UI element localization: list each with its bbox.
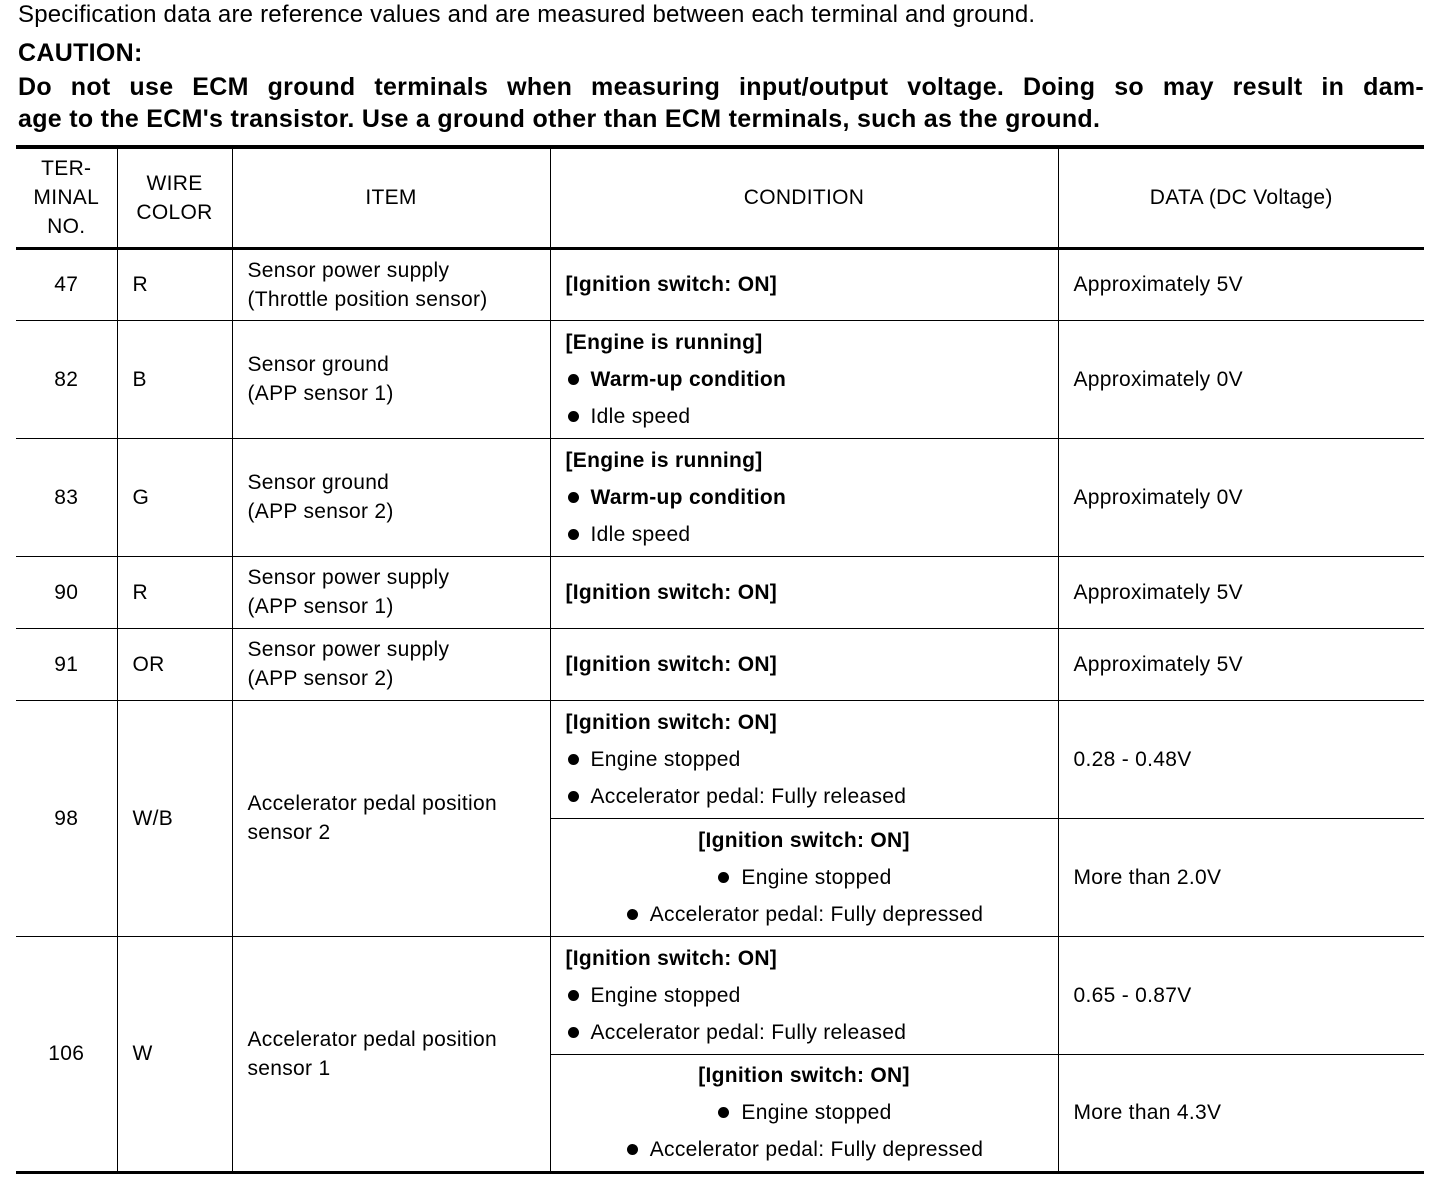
item-line: (APP sensor 1) — [247, 382, 394, 405]
bullet-text: Engine stopped — [741, 865, 892, 889]
header-wire-line: COLOR — [136, 200, 213, 224]
condition-cell — [550, 1054, 1058, 1172]
header-terminal-line: TER- — [41, 157, 92, 181]
data-cell: 0.28 - 0.48V — [1058, 700, 1424, 818]
condition-bullet — [566, 977, 1044, 1014]
condition-cell — [550, 320, 1058, 438]
item-line: sensor 1 — [247, 1056, 331, 1080]
data-cell: 0.65 - 0.87V — [1058, 936, 1424, 1054]
item-line: Accelerator pedal position — [247, 1027, 497, 1051]
condition-cell: [Ignition switch: ON] — [550, 628, 1058, 700]
condition-cell: [Ignition switch: ON] — [550, 556, 1058, 628]
condition-heading: [Ignition switch: ON] — [565, 710, 778, 734]
condition-heading: [Engine is running] — [565, 448, 763, 472]
table-row — [16, 438, 1424, 556]
terminal-no: 83 — [16, 438, 117, 556]
header-terminal-line: NO. — [47, 215, 86, 239]
bullet-icon — [568, 990, 579, 1001]
item-line: Accelerator pedal position — [247, 792, 497, 815]
condition-bullet — [566, 516, 1044, 553]
header-data: DATA (DC Voltage) — [1058, 147, 1424, 248]
item-line: (APP sensor 2) — [247, 667, 394, 690]
item-cell — [232, 628, 550, 700]
terminal-no: 90 — [16, 556, 117, 628]
data-cell: Approximately 5V — [1058, 556, 1424, 628]
bullet-text: Accelerator pedal: Fully depressed — [649, 902, 984, 926]
bullet-icon — [568, 754, 579, 765]
wire-color: G — [117, 438, 232, 556]
bullet-text: Engine stopped — [590, 747, 741, 771]
bullet-text: Warm-up condition — [590, 367, 787, 391]
item-line: Sensor power supply — [247, 566, 450, 589]
bullet-icon — [568, 791, 579, 802]
caution-title: CAUTION: — [18, 39, 143, 67]
table-row — [16, 320, 1424, 438]
bullet-text: Engine stopped — [741, 1101, 892, 1124]
header-terminal-line: MINAL — [33, 186, 100, 210]
terminal-no: 91 — [16, 628, 117, 700]
condition-cell — [550, 700, 1058, 818]
terminal-no: 106 — [16, 936, 117, 1172]
bullet-text: Idle speed — [590, 522, 691, 546]
condition-heading: [Ignition switch: ON] — [698, 1064, 910, 1087]
item-line: (APP sensor 2) — [247, 500, 394, 523]
caution-line-1: Do not use ECM ground terminals when measuring input/output voltage. Doing so may result in dam- — [18, 73, 1424, 101]
item-cell — [232, 936, 550, 1172]
bullet-text: Warm-up condition — [590, 485, 787, 509]
wire-color: W — [117, 936, 232, 1172]
table-row — [16, 628, 1424, 700]
bullet-text: Engine stopped — [590, 983, 741, 1007]
item-line: Sensor power supply — [247, 638, 450, 661]
data-cell: Approximately 0V — [1058, 438, 1424, 556]
condition-bullet — [566, 361, 1044, 398]
wire-color: R — [117, 248, 232, 320]
header-wire-color — [117, 147, 232, 248]
condition-bullet — [551, 1131, 1058, 1168]
bullet-icon — [568, 1027, 579, 1038]
condition-heading: [Ignition switch: ON] — [565, 946, 778, 970]
condition-bullet — [566, 741, 1044, 778]
bullet-icon — [568, 492, 579, 503]
bullet-icon — [627, 1144, 638, 1155]
table-row — [16, 248, 1424, 320]
item-cell — [232, 700, 550, 936]
item-line: (Throttle position sensor) — [247, 287, 488, 311]
wire-color: W/B — [117, 700, 232, 936]
table-row — [16, 936, 1424, 1054]
wire-color: R — [117, 556, 232, 628]
header-wire-line: WIRE — [146, 171, 203, 195]
bullet-text: Accelerator pedal: Fully released — [590, 1020, 907, 1044]
bullet-text: Accelerator pedal: Fully released — [590, 784, 907, 808]
item-line: sensor 2 — [247, 821, 331, 844]
intro-text: Specification data are reference values and are measured between each terminal and ground. — [18, 1, 1036, 28]
condition-cell — [550, 818, 1058, 936]
bullet-icon — [568, 374, 579, 385]
header-condition: CONDITION — [550, 147, 1058, 248]
caution-line-2: age to the ECM's transistor. Use a ground other than ECM terminals, such as the ground. — [18, 105, 1101, 133]
bullet-icon — [568, 411, 579, 422]
wire-color: B — [117, 320, 232, 438]
condition-bullet — [551, 1094, 1058, 1131]
data-cell: Approximately 5V — [1058, 248, 1424, 320]
item-cell — [232, 320, 550, 438]
condition-bullet — [566, 778, 1044, 815]
table-header-row — [16, 147, 1424, 248]
terminal-no: 82 — [16, 320, 117, 438]
condition-cell — [550, 936, 1058, 1054]
bullet-icon — [568, 529, 579, 540]
condition-cell — [550, 438, 1058, 556]
item-cell — [232, 556, 550, 628]
bullet-text: Idle speed — [590, 404, 691, 428]
item-line: (APP sensor 1) — [247, 595, 394, 618]
bullet-text: Accelerator pedal: Fully depressed — [649, 1138, 984, 1161]
item-line: Sensor ground — [247, 353, 390, 376]
bullet-icon — [627, 909, 638, 920]
condition-cell: [Ignition switch: ON] — [550, 248, 1058, 320]
terminal-no: 98 — [16, 700, 117, 936]
data-cell: More than 4.3V — [1058, 1054, 1424, 1172]
condition-bullet — [566, 398, 1044, 435]
condition-bullet — [566, 1014, 1044, 1051]
header-terminal-no — [16, 147, 117, 248]
item-line: Sensor power supply — [247, 258, 450, 282]
terminal-no: 47 — [16, 248, 117, 320]
condition-bullet — [551, 896, 1058, 933]
condition-heading: [Ignition switch: ON] — [698, 828, 910, 852]
terminal-spec-table — [16, 145, 1424, 1174]
condition-heading: [Engine is running] — [565, 330, 763, 354]
bullet-icon — [718, 872, 729, 883]
table-row — [16, 556, 1424, 628]
condition-bullet — [566, 479, 1044, 516]
data-cell: More than 2.0V — [1058, 818, 1424, 936]
wire-color: OR — [117, 628, 232, 700]
bullet-icon — [718, 1107, 729, 1118]
table-row — [16, 700, 1424, 818]
data-cell: Approximately 0V — [1058, 320, 1424, 438]
item-cell — [232, 438, 550, 556]
item-cell — [232, 248, 550, 320]
data-cell: Approximately 5V — [1058, 628, 1424, 700]
caution-text — [18, 71, 1424, 135]
header-item: ITEM — [232, 147, 550, 248]
item-line: Sensor ground — [247, 471, 390, 494]
condition-bullet — [551, 859, 1058, 896]
